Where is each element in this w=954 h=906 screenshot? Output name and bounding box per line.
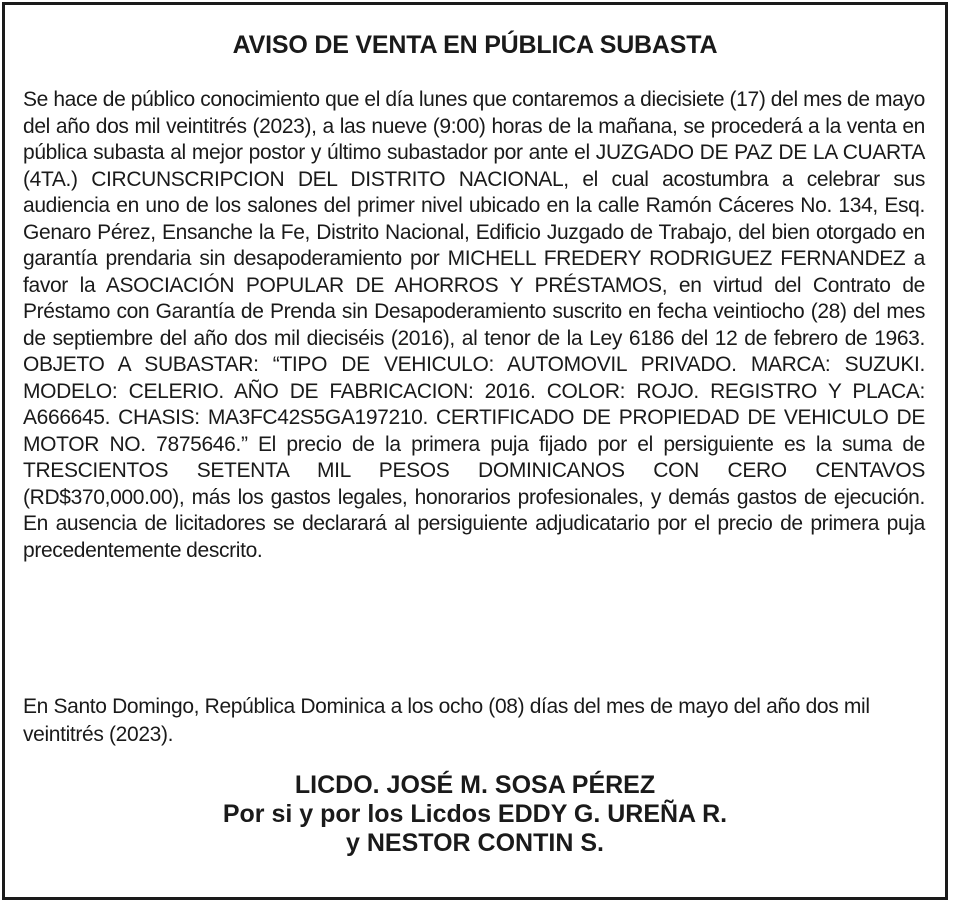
notice-body: Se hace de público conocimiento que el día lunes que contaremos a diecisiete (17) del mes de mayo del año dos mil veintitrés (2023), a las nueve (9:00) horas de la mañana, se procederá a la venta en pública subasta al mejor postor y último subastador por ante el JUZGADO DE PAZ DE LA CUARTA (4TA.) CIRCUNSCRIPCION DEL DISTRITO NACIONAL, el cual acostumbra a celebrar sus audiencia en uno de los salones del primer nivel ubicado en la calle Ramón Cáceres No. 134, Esq. Genaro Pérez, Ensanche la Fe, Distrito Nacional, Edificio Juzgado de Trabajo, del bien otorgado en garantía prendaria sin desapoderamiento por MICHELL FREDERY RODRIGUEZ FERNANDEZ a favor la ASOCIACIÓN POPULAR DE AHORROS Y PRÉSTAMOS, en virtud del Contrato de Préstamo con Garantía de Prenda sin Desapoderamiento suscrito en fecha veintiocho (28) del mes de septiembre del año dos mil dieciséis (2016), al tenor de la Ley 6186 del 12 de febrero de 1963. OBJETO A SUBASTAR: “TIPO DE VEHICULO: AUTOMOVIL PRIVADO. MARCA: SUZUKI. MODELO: CELERIO. AÑO DE FABRICACION: 2016. COLOR: ROJO. REGISTRO Y PLACA: A666645. CHASIS: MA3FC42S5GA197210. CERTIFICADO DE PROPIEDAD DE VEHICULO DE MOTOR NO. 7875646.” El precio de la primera puja fijado por el persiguiente es la suma de TRESCIENTOS SETENTA MIL PESOS DOMINICANOS CON CERO CENTAVOS (RD$370,000.00), más los gastos legales, honorarios profesionales, y demás gastos de ejecución. En ausencia de licitadores se declarará al persiguiente adjudicatario por el precio de primera puja precedentemente descrito.: [23, 88, 925, 562]
notice-frame: [2, 2, 948, 900]
notice-title: AVISO DE VENTA EN PÚBLICA SUBASTA: [232, 31, 718, 59]
signature-line-2: Por si y por los Licdos EDDY G. UREÑA R.: [222, 800, 728, 828]
signature-name: LICDO. JOSÉ M. SOSA PÉREZ: [294, 771, 656, 799]
signature-block: [5, 771, 945, 858]
signature-line-3: y NESTOR CONTIN S.: [346, 829, 604, 857]
notice-closing: En Santo Domingo, República Dominica a los ocho (08) días del mes de mayo del año dos mil veintitrés (2023).: [23, 695, 870, 746]
